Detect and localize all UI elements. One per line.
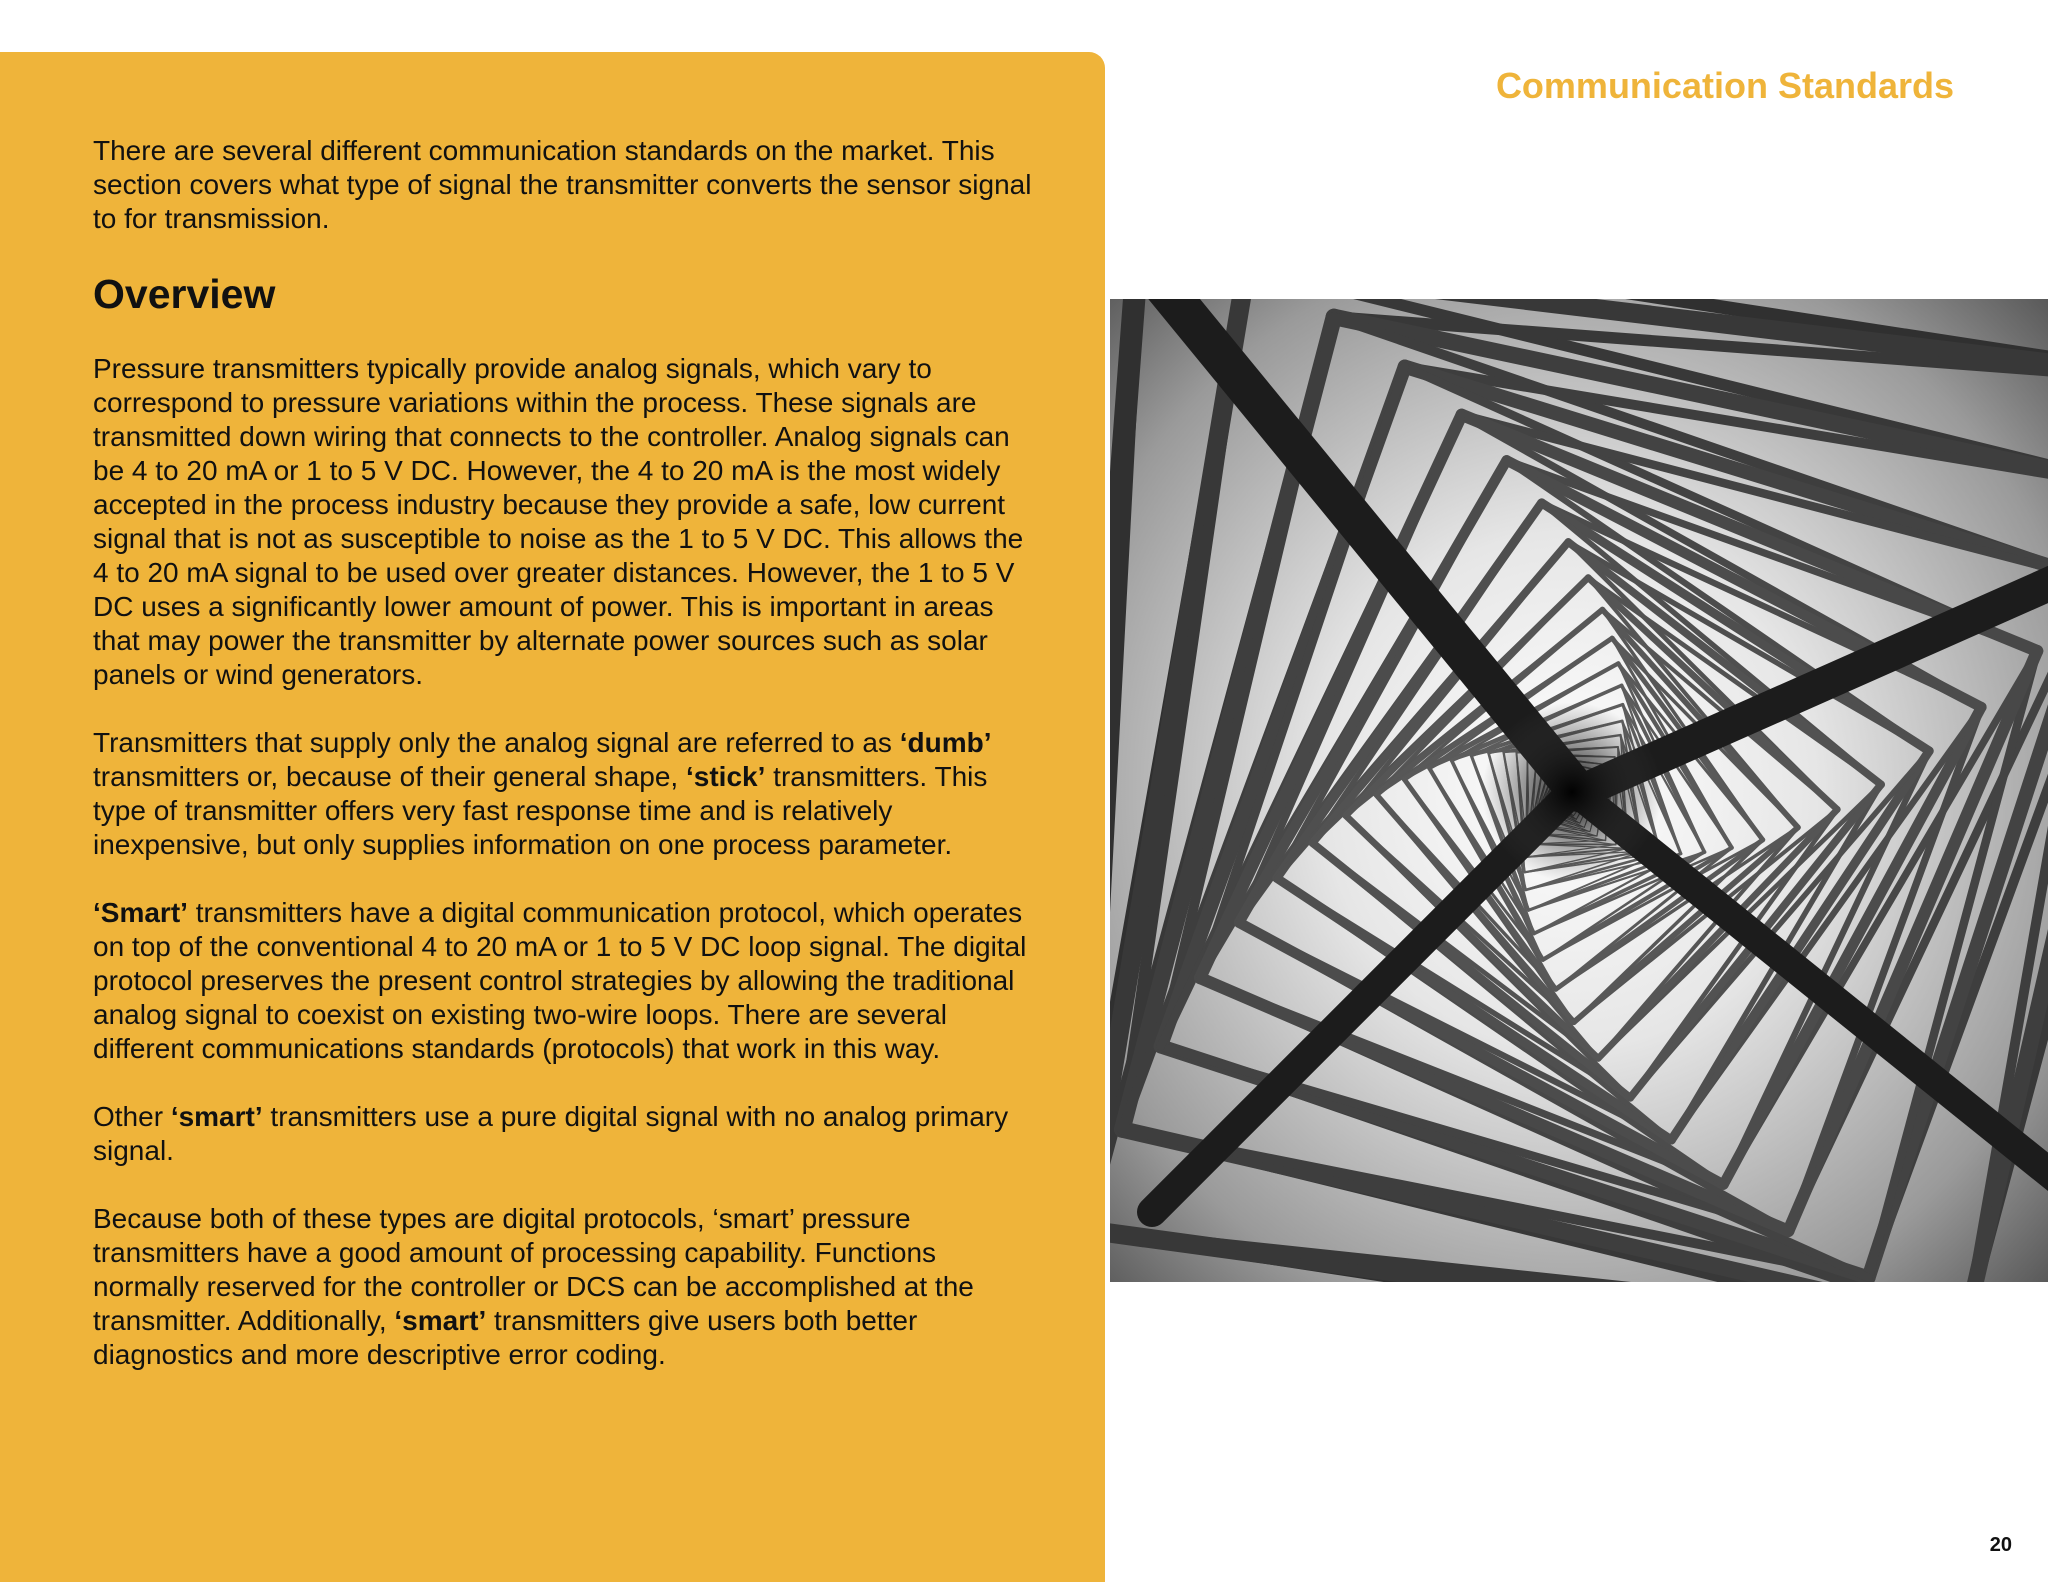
lattice-tower-photo — [1110, 299, 2048, 1282]
text-run: transmitters have a digital communication protocol, which operates on top of the conventional 4 to 20 mA or 1 to 5 V DC loop signal. The digital protocol preserves the present control strategies by allowing the traditional analog signal to coexist on existing two-wire loops. There are several different communications standards (protocols) that work in this way. — [93, 897, 1027, 1064]
text-run: Because both of these types are digital protocols, ‘smart’ pressure transmitters have a good amount of processing capability. Functions normally reserved for the controller or DCS can be accomplished at the transmitter. Additionally, — [93, 1203, 974, 1336]
overview-paragraph-4 — [93, 1100, 1033, 1168]
text-run: transmitters use a pure digital signal with no analog primary signal. — [93, 1101, 1009, 1166]
main-text — [93, 134, 1033, 1406]
photo-icon — [1110, 299, 2048, 1282]
bold-term-dumb: ‘dumb’ — [899, 727, 992, 758]
text-run: transmitters. This type of transmitter offers very fast response time and is relatively inexpensive, but only supplies information on one process parameter. — [93, 761, 988, 860]
bold-term-smart: ‘smart’ — [170, 1101, 263, 1132]
intro-paragraph: There are several different communication standards on the market. This section covers what type of signal the transmitter converts the sensor signal to for transmission. — [93, 135, 1032, 234]
overview-paragraph-2 — [93, 726, 1033, 862]
page-number: 20 — [1989, 1534, 2012, 1556]
text-run: transmitters or, because of their general shape, — [93, 761, 686, 792]
text-run: Transmitters that supply only the analog signal are referred to as — [93, 727, 900, 758]
text-run: Other — [93, 1101, 171, 1132]
section-heading: Overview — [93, 271, 276, 317]
bold-term-smart: ‘Smart’ — [93, 897, 188, 928]
overview-paragraph-5 — [93, 1202, 1033, 1372]
overview-paragraph-1: Pressure transmitters typically provide analog signals, which vary to correspond to pressure variations within the process. These signals are transmitted down wiring that connects to the controller. Analog signals can be 4 to 20 mA or 1 to 5 V DC. However, the 4 to 20 mA is the most widely accepted in the process industry because they provide a safe, low current signal that is not as susceptible to noise as the 1 to 5 V DC. This allows the 4 to 20 mA signal to be used over greater distances. However, the 1 to 5 V DC uses a significantly lower amount of power. This is important in areas that may power the transmitter by alternate power sources such as solar panels or wind generators. — [93, 353, 1024, 690]
page-title: Communication Standards — [1495, 65, 1954, 106]
text-run: transmitters give users both better diagnostics and more descriptive error coding. — [93, 1305, 918, 1370]
bold-term-stick: ‘stick’ — [686, 761, 766, 792]
bold-term-smart: ‘smart’ — [394, 1305, 487, 1336]
overview-paragraph-3 — [93, 896, 1033, 1066]
